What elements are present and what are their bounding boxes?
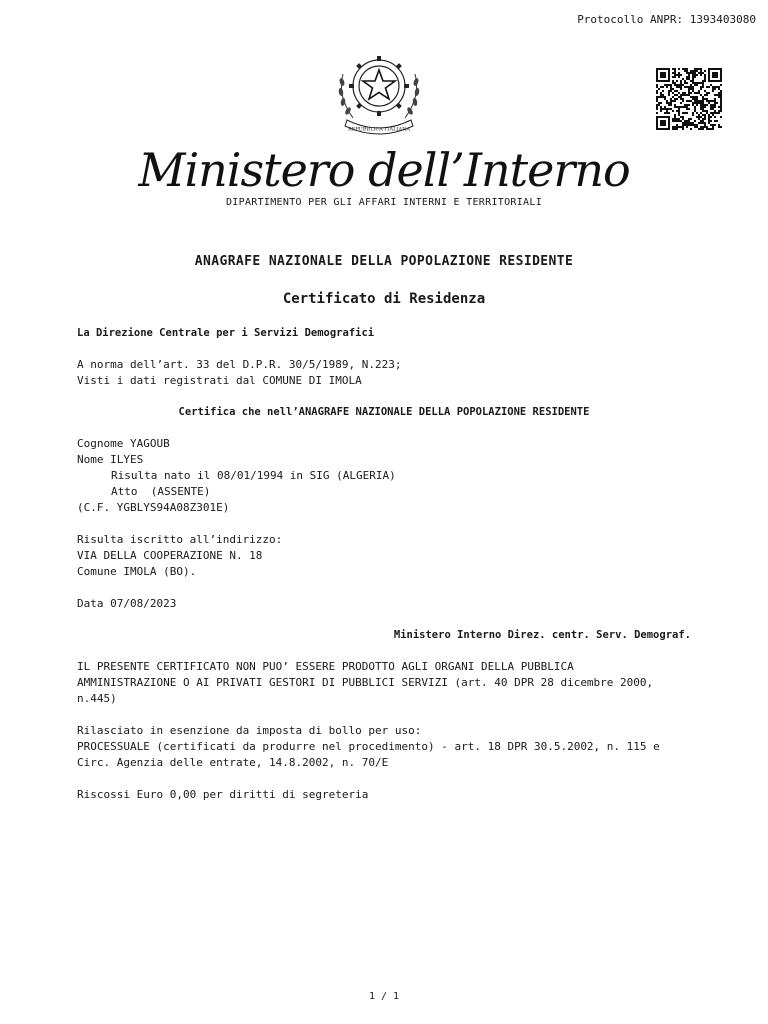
issuing-authority: La Direzione Centrale per i Servizi Demografici (77, 327, 375, 339)
registry-title: ANAGRAFE NAZIONALE DELLA POPOLAZIONE RESIDENTE (194, 254, 574, 269)
svg-text:REPUBBLICA ITALIANA: REPUBBLICA ITALIANA (347, 126, 411, 133)
notice-line-3: n.445) (77, 692, 117, 705)
department-name: DIPARTIMENTO PER GLI AFFARI INTERNI E TERRITORIALI (225, 197, 543, 208)
republic-emblem-icon (333, 44, 425, 140)
tax-code: (C.F. YGBLYS94A08Z301E) (77, 501, 230, 514)
exemption-line-2: PROCESSUALE (certificati da produrre nel procedimento) - art. 18 DPR 30.5.2002, n. 115 e (77, 740, 660, 753)
notice-line-2: AMMINISTRAZIONE O AI PRIVATI GESTORI DI PUBBLICI SERVIZI (art. 40 DPR 28 dicembre 2000, (77, 676, 654, 689)
notice-line-1: IL PRESENTE CERTIFICATO NON PUO’ ESSERE PRODOTTO AGLI ORGANI DELLA PUBBLICA (77, 660, 574, 673)
qr-code-icon (656, 68, 722, 130)
page-number: 1 / 1 (368, 991, 400, 1002)
issue-date: Data 07/08/2023 (77, 597, 177, 610)
certificate-title: Certificato di Residenza (282, 291, 486, 307)
certifies-statement: Certifica che nell’ANAGRAFE NAZIONALE DELLA POPOLAZIONE RESIDENTE (178, 406, 590, 418)
surname-field: Cognome YAGOUB (77, 437, 170, 450)
exemption-line-3: Circ. Agenzia delle entrate, 14.8.2002, n. 70/E (77, 756, 389, 769)
registered-data-source: Visti i dati registrati dal COMUNE DI IMOLA (77, 374, 362, 387)
issuer-signature: Ministero Interno Direz. centr. Serv. Demograf. (393, 629, 691, 641)
exemption-line-1: Rilasciato in esenzione da imposta di bollo per uso: (77, 724, 422, 737)
norm-reference: A norma dell’art. 33 del D.P.R. 30/5/1989, N.223; (77, 358, 402, 371)
address-city: Comune IMOLA (BO). (77, 565, 197, 578)
address-intro: Risulta iscritto all’indirizzo: (77, 533, 283, 546)
ministry-title: Ministero dell’Interno (138, 143, 630, 197)
name-field: Nome ILYES (77, 453, 144, 466)
fees-line: Riscossi Euro 0,00 per diritti di segreteria (77, 788, 369, 801)
birth-act: Atto (ASSENTE) (111, 485, 211, 498)
birth-info: Risulta nato il 08/01/1994 in SIG (ALGERIA) (111, 469, 396, 482)
address-street: VIA DELLA COOPERAZIONE N. 18 (77, 549, 263, 562)
protocol-number: Protocollo ANPR: 1393403080 (577, 13, 756, 26)
